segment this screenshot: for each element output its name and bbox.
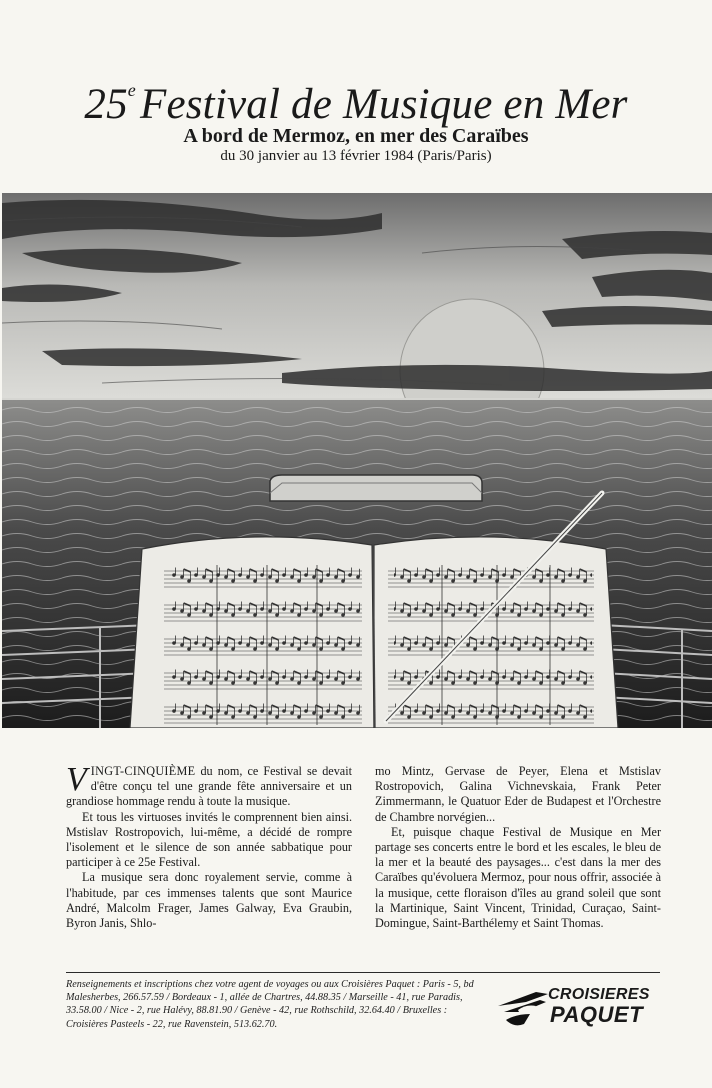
footer-divider [66, 972, 660, 973]
title-number: 25 [84, 81, 128, 128]
title-superscript: e [127, 80, 136, 100]
festival-title [0, 64, 712, 131]
booking-information: Renseignements et inscriptions chez votre agent de voyages ou aux Croisières Paquet : Paris - 5, bd Malesherbes, 266.57.59 / Bordeaux - 1, allée de Chartres, 44.88.35 / Marseille - 41, rue Paradis, 33.58.00 / Nice - 2, rue Halévy, 88.81.90 / Genève - 42, rue Rothschild, 32.64.40 / Bruxelles : Croisières Pasteels - 22, rue Ravenstein, 513.62.70. [66, 979, 474, 1030]
intro-text: du nom, ce Festival se devait d'être conçu tel une grande fête anniversaire et un grandiose hommage rendu à toute la musique. [66, 764, 352, 809]
festival-subtitle: A bord de Mermoz, en mer des Caraïbes [183, 125, 529, 147]
paquet-wing-logo-icon [496, 984, 550, 1030]
logo-line-croisieres: CROISIERES [548, 986, 650, 1003]
paragraph-virtuoses: Et tous les virtuoses invités le comprennent bien ainsi. Mstislav Rostropovich, lui-même, a décidé de rompre l'isolement et le silence de son année sabbatique pour participer à ce 25e Festival. [66, 809, 352, 870]
column-left [66, 761, 352, 931]
croisieres-paquet-logo [496, 984, 666, 1030]
paragraph-musique: La musique sera donc royalement servie, comme à l'habitude, par ces immenses talents que sont Maurice André, Malcolm Frager, James Galway, Eva Graubin, Byron Janis, Shlo- [66, 870, 352, 931]
festival-dates: du 30 janvier au 13 février 1984 (Paris/Paris) [220, 148, 492, 164]
sunset-sea-music-score-illustration [2, 193, 712, 728]
paragraph-escales: Et, puisque chaque Festival de Musique en Mer partage ses concerts entre le bord et les escales, le bleu de la mer et la beauté des paysages... c'est dans la mer des Caraïbes qu'évoluera Mermoz, pour nous offrir, associée à la musique, cette floraison d'îles au grand soleil que sont la Martinique, Saint Vincent, Trinidad, Curaçao, Saint-Domingue, Saint-Barthélemy et Saint Thomas. [375, 824, 661, 931]
title-text: Festival de Musique en Mer [140, 81, 628, 128]
intro-smallcaps: INGT-CINQUIÈME [90, 764, 196, 778]
column-right [375, 764, 661, 931]
article-body [66, 761, 661, 964]
paragraph-intro [66, 761, 352, 810]
logo-line-paquet: PAQUET [550, 1002, 644, 1027]
drop-cap: V [66, 761, 87, 798]
paragraph-artists: mo Mintz, Gervase de Peyer, Elena et Mstislav Rostropovich, Galina Vichnevskaia, Frank Peter Zimmermann, le Quatuor Eder de Budapest et l'Orchestre de Chambre norvégien... [375, 764, 661, 824]
